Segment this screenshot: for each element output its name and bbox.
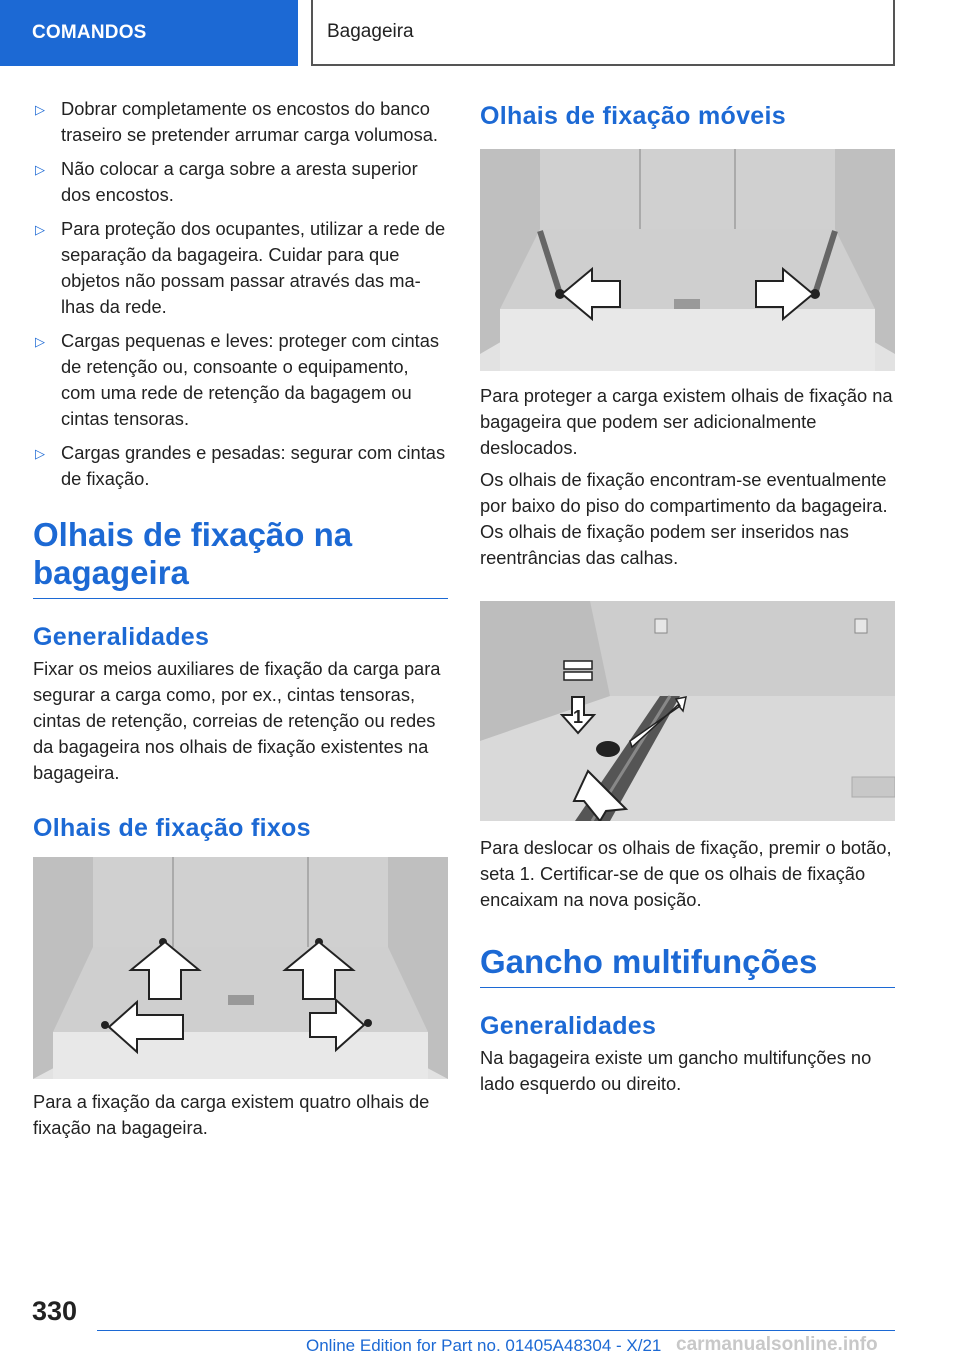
triangle-bullet-icon: ▷ bbox=[35, 162, 45, 177]
page-number: 330 bbox=[32, 1296, 78, 1326]
triangle-bullet-icon: ▷ bbox=[35, 446, 45, 461]
trunk-fixed-eyes-image bbox=[33, 857, 448, 1079]
section-heading: Olhais de fixação na bagageira bbox=[33, 516, 448, 599]
rail-eye-adjust-image bbox=[480, 601, 895, 821]
body-paragraph: Para proteger a carga existem olhais de fixação na bagageira que podem ser adicionalmente deslocados. bbox=[480, 385, 893, 458]
list-item: ▷ Para proteção dos ocupantes, utilizar a rede de separação da bagageira. Cuidar para que objetos não possam passar através das malhas da rede. bbox=[35, 218, 446, 317]
callout-number: 1 bbox=[573, 707, 584, 727]
triangle-bullet-icon: ▷ bbox=[35, 102, 45, 117]
image-caption: Para a fixação da carga existem quatro olhais de fixação na bagageira. bbox=[33, 1091, 430, 1138]
right-column bbox=[480, 96, 895, 1103]
page-title: Bagageira bbox=[311, 0, 895, 66]
list-item: ▷ Dobrar completamente os encostos do banco traseiro se pretender arrumar carga volumosa. bbox=[35, 98, 438, 145]
subsection-heading: Olhais de fixação móveis bbox=[480, 102, 786, 130]
subsection-heading: Generalidades bbox=[33, 623, 210, 651]
list-item: ▷ Não colocar a carga sobre a aresta superior dos encostos. bbox=[35, 158, 418, 205]
section-tab: COMANDOS bbox=[0, 0, 298, 66]
list-item: ▷ Cargas grandes e pesadas: segurar com cintas de fixação. bbox=[35, 442, 446, 489]
body-paragraph: Na bagageira existe um gancho multifunções no lado esquerdo ou direito. bbox=[480, 1047, 872, 1094]
image-caption: Para deslocar os olhais de fixação, premir o botão, seta 1. Certificar-se de que os olhais de fixação encaixam na nova posição. bbox=[480, 837, 892, 910]
body-paragraph: Fixar os meios auxiliares de fixação da carga para segurar a carga como, por ex., cintas tensoras, cintas de retenção, correias de retenção ou redes da bagageira nos olhais de fixação existentes na bagageira. bbox=[33, 658, 441, 783]
watermark: carmanualsonline.info bbox=[676, 1334, 878, 1355]
trunk-movable-eyes-image bbox=[480, 149, 895, 371]
subsection-heading: Generalidades bbox=[480, 1012, 657, 1040]
footer-edition-text: Online Edition for Part no. 01405A48304 - X/21 bbox=[306, 1336, 662, 1355]
triangle-bullet-icon: ▷ bbox=[35, 334, 45, 349]
subsection-heading: Olhais de fixação fixos bbox=[33, 814, 311, 842]
footer-divider bbox=[97, 1330, 895, 1331]
body-paragraph: Os olhais de fixação encontram-se eventualmente por baixo do piso do compartimento da bagageira. Os olhais de fixação podem ser inseridos nas reentrâncias das calhas. bbox=[480, 469, 888, 568]
triangle-bullet-icon: ▷ bbox=[35, 222, 45, 237]
list-item: ▷ Cargas pequenas e leves: proteger com cintas de retenção ou, consoante o equipamento, com uma rede de retenção da bagagem ou cintas tensoras. bbox=[35, 330, 440, 429]
bullet-list bbox=[33, 96, 448, 492]
left-column bbox=[33, 96, 448, 1147]
section-heading: Gancho multifunções bbox=[480, 943, 895, 988]
